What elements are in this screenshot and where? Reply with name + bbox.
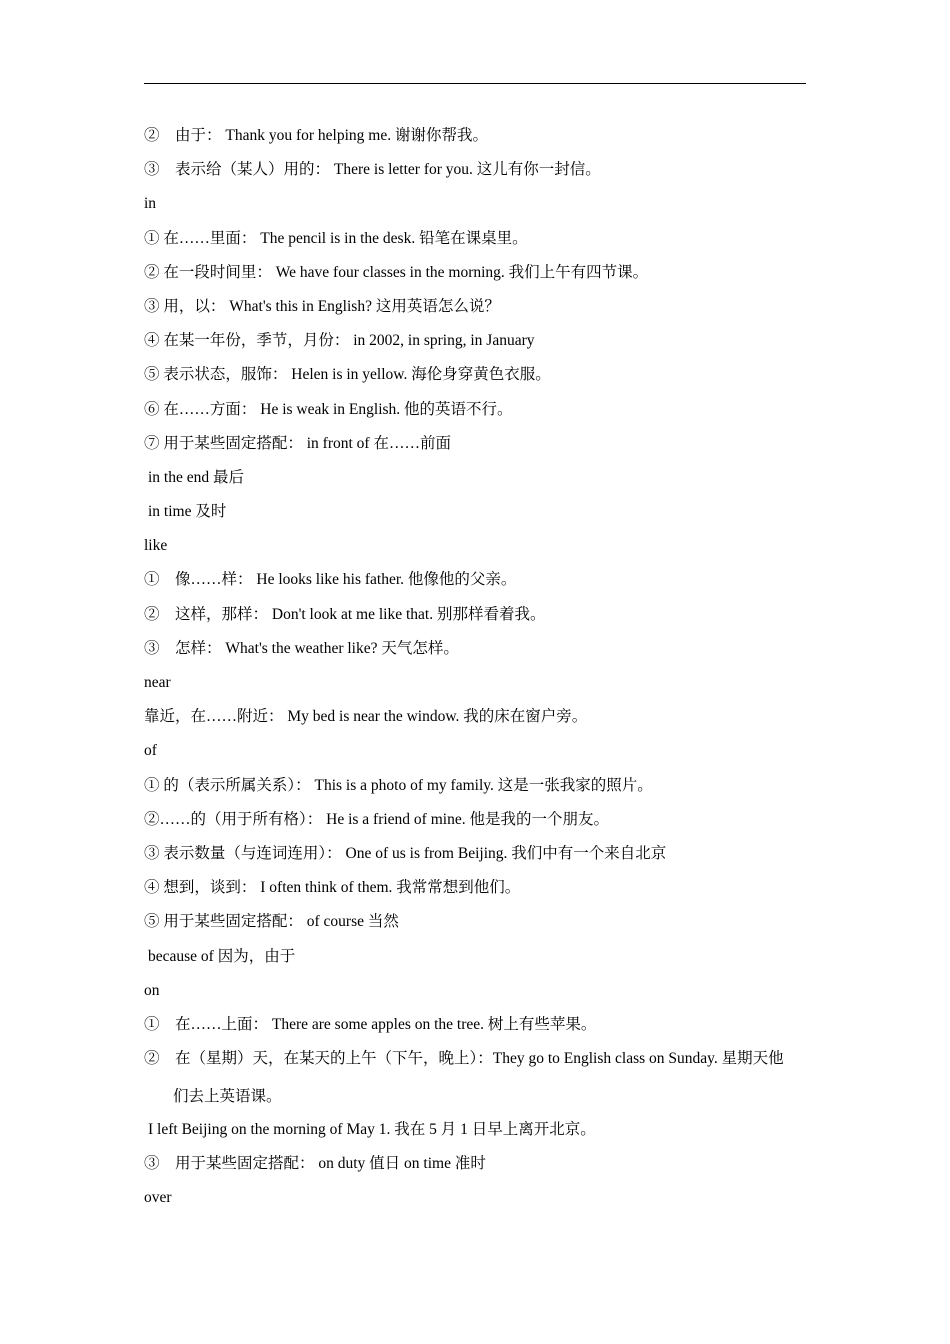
header-rule xyxy=(144,83,806,84)
text-line: 靠近，在……附近： My bed is near the window. 我的床在窗户旁。 xyxy=(144,708,588,726)
text-line: ③ 用于某些固定搭配： on duty 值日 on time 准时 xyxy=(144,1154,486,1172)
text-line: ① 的（表示所属关系）： This is a photo of my family. 这是一张我家的照片。 xyxy=(144,776,653,794)
text-line: ③ 表示数量（与连词连用）： One of us is from Beijing. 我们中有一个来自北京 xyxy=(144,844,667,862)
text-line: ④ 在某一年份，季节，月份： in 2002, in spring, in January xyxy=(144,332,535,350)
text-line: because of 因为，由于 xyxy=(148,947,296,965)
text-line: ⑦ 用于某些固定搭配： in front of 在……前面 xyxy=(144,434,451,452)
entry-heading: of xyxy=(144,742,157,760)
document-body xyxy=(144,119,806,1215)
text-line: ⑤ 表示状态，服饰： Helen is in yellow. 海伦身穿黄色衣服。 xyxy=(144,366,551,384)
text-line: ③ 用，以： What's this in English? 这用英语怎么说？ xyxy=(144,297,500,315)
entry-heading: on xyxy=(144,981,160,999)
text-line: ②……的（用于所有格）： He is a friend of mine. 他是我的一个朋友。 xyxy=(144,810,609,828)
text-line: ② 由于： Thank you for helping me. 谢谢你帮我。 xyxy=(144,127,488,144)
entry-heading: near xyxy=(144,674,171,691)
text-line: ① 在……里面： The pencil is in the desk. 铅笔在课桌里。 xyxy=(144,229,528,247)
text-line: ② 这样，那样： Don't look at me like that. 别那样看着我。 xyxy=(144,605,546,623)
text-line: ③ 表示给（某人）用的： There is letter for you. 这儿有你一封信。 xyxy=(144,161,601,179)
text-line: ③ 怎样： What's the weather like? 天气怎样。 xyxy=(144,639,459,657)
text-line: I left Beijing on the morning of May 1. 我在 5 月 1 日早上离开北京。 xyxy=(148,1120,596,1138)
text-line: ① 像……样： He looks like his father. 他像他的父亲。 xyxy=(144,571,517,589)
text-line: in the end 最后 xyxy=(148,468,244,486)
text-line: ⑤ 用于某些固定搭配： of course 当然 xyxy=(144,913,399,931)
entry-heading: over xyxy=(144,1188,172,1206)
text-line: ② 在（星期）天，在某天的上午（下午，晚上）：They go to English class on Sunday. 星期天他 xyxy=(144,1050,784,1068)
entry-heading: in xyxy=(144,195,157,213)
text-line: ④ 想到，谈到： I often think of them. 我常常想到他们。 xyxy=(144,879,521,897)
text-line: ① 在……上面： There are some apples on the tree. 树上有些苹果。 xyxy=(144,1015,597,1033)
entry-heading: like xyxy=(144,537,168,555)
text-line: ⑥ 在……方面： He is weak in English. 他的英语不行。 xyxy=(144,400,513,418)
text-line: in time 及时 xyxy=(148,503,227,521)
text-line-continuation: 们去上英语课。 xyxy=(173,1087,282,1105)
text-line: ② 在一段时间里： We have four classes in the morning. 我们上午有四节课。 xyxy=(144,263,649,281)
